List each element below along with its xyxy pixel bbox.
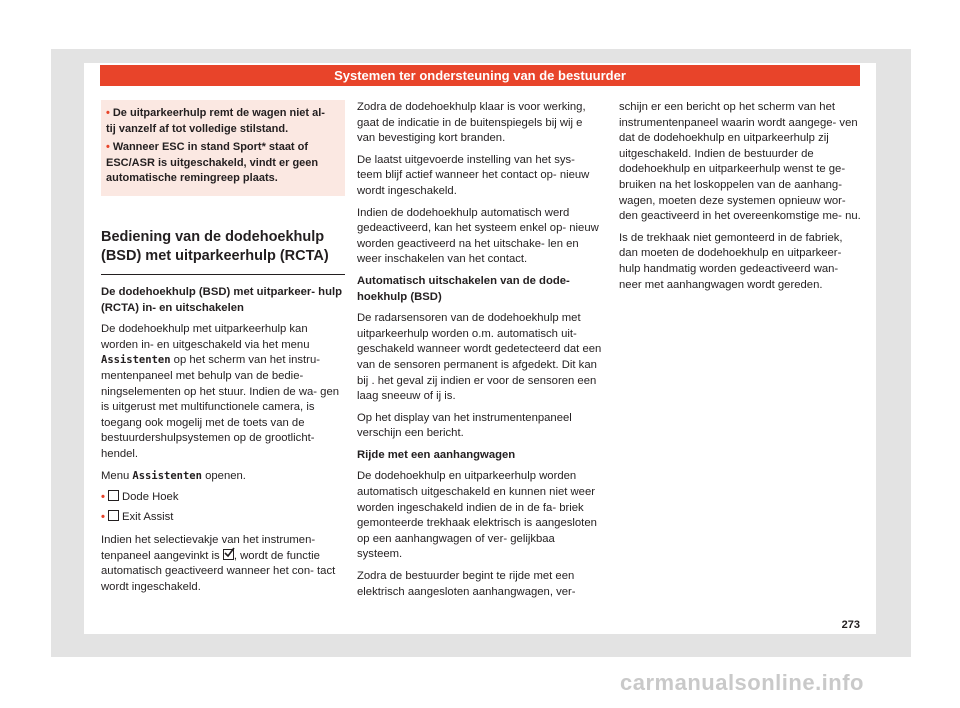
bullet-dot-icon: •: [101, 491, 105, 504]
paragraph: Op het display van het instrumentenpaneel verschijn een bericht.: [357, 411, 572, 440]
paragraph: schijn er een bericht op het scherm van het instrumentenpaneel waarin wordt aangege- ven dat de dodehoekhulp en uitparkeerhulp zij uitgeschakeld. Indien de bestuurder de dodehoekhulp en uitparkeerhulp wenst te ge- bruiken na het loskoppelen van de aanhang- wagen, moeten deze systemen opnieuw wor- den geactiveerd in het overeenkomstige me- nu.: [619, 101, 861, 223]
paragraph: Zodra de dodehoekhulp klaar is voor werking, gaat de indicatie in de buitenspiegels bij wij e van bevestiging kort branden.: [357, 101, 586, 145]
paragraph: Indien het selectievakje van het instrumen- tenpaneel aangevinkt is , wordt de functie automatisch geactiveerd wanneer het con- tact wordt ingeschakeld.: [101, 534, 336, 594]
checkbox-icon: [108, 490, 119, 501]
note-item: [106, 106, 337, 137]
bullet-dot-icon: •: [106, 141, 110, 154]
column-3: [619, 100, 861, 299]
note-box: [101, 100, 345, 196]
paragraph: De dodehoekhulp met uitparkeerhulp kan worden in- en uitgeschakeld via het menu Assistenten op het scherm van het instru- mentenpaneel met behulp van de bedie- ningselementen op het stuur. Indien de wa- gen is uitgerust met multifunctionele camera, is toegang ook mogelij met de toets van de bestuurdershulpsystemen op de grootlicht- hendel.: [101, 323, 340, 460]
paragraph: Menu Assistenten openen.: [101, 469, 246, 482]
bullet-dot-icon: •: [106, 107, 110, 119]
chapter-header: Systemen ter ondersteuning van de bestuurder: [100, 65, 860, 86]
list-item: • Exit Assist: [101, 510, 174, 523]
checkbox-icon: [108, 510, 119, 521]
note-item: [106, 140, 337, 187]
list-item: • Dode Hoek: [101, 491, 179, 504]
subheading: Automatisch uitschakelen van de dode- hoekhulp (BSD): [357, 274, 570, 303]
column-1: [101, 100, 345, 602]
section-title: Bediening van de dodehoekhulp (BSD) met uitparkeerhulp (RCTA): [101, 228, 329, 264]
paragraph: De dodehoekhulp en uitparkeerhulp worden automatisch uitgeschakeld en kunnen niet weer worden ingeschakeld indien de in de fa- briek gemonteerde trekhaak elektrisch is aangesloten op een aanhangwagen of ver- gelijkbaa systeem.: [357, 470, 597, 561]
menu-name: Assistenten: [101, 354, 171, 367]
paragraph: Is de trekhaak niet gemonteerd in de fabriek, dan moeten de dodehoekhulp en uitparkeer- hulp handmatig worden gedeactiveerd wan- neer met aanhangwagen wordt gereden.: [619, 231, 843, 291]
subheading: Rijde met een aanhangwagen: [357, 448, 516, 461]
subheading: De dodehoekhulp (BSD) met uitparkeer- hulp (RCTA) in- en uitschakelen: [101, 285, 343, 314]
paragraph: Indien de dodehoekhulp automatisch werd gedeactiveerd, kan het systeem enkel op- nieuw worden geactiveerd na het uitschake- len en weer inschakelen van het contact.: [357, 206, 599, 266]
page-number: 273: [841, 619, 860, 631]
section-divider: [101, 274, 345, 275]
paragraph: De radarsensoren van de dodehoekhulp met uitparkeerhulp worden o.m. automatisch uit- geschakeld wanneer wordt gedetecteerd dat een van de sensoren permanent is afgedekt. Dit kan bij . het geval zij indien er voor de sensoren een laag sneeuw of ij is.: [357, 312, 602, 403]
note-text: Wanneer ESC in stand Sport* staat of ESC/ASR is uitgeschakeld, vindt er geen automatische remingreep plaats.: [106, 141, 319, 185]
watermark: carmanualsonline.info: [620, 670, 864, 695]
note-text: De uitparkeerhulp remt de wagen niet al- tij vanzelf af tot volledige stilstand.: [106, 107, 325, 135]
bullet-dot-icon: •: [101, 510, 105, 523]
menu-name: Assistenten: [132, 469, 202, 482]
paragraph: De laatst uitgevoerde instelling van het sys- teem blijf actief wanneer het contact op- nieuw wordt ingeschakeld.: [357, 153, 590, 197]
column-2: [357, 100, 603, 606]
checked-checkbox-icon: [223, 549, 234, 560]
paragraph: Zodra de bestuurder begint te rijde met een elektrisch aangesloten aanhangwagen, ver-: [357, 570, 576, 598]
